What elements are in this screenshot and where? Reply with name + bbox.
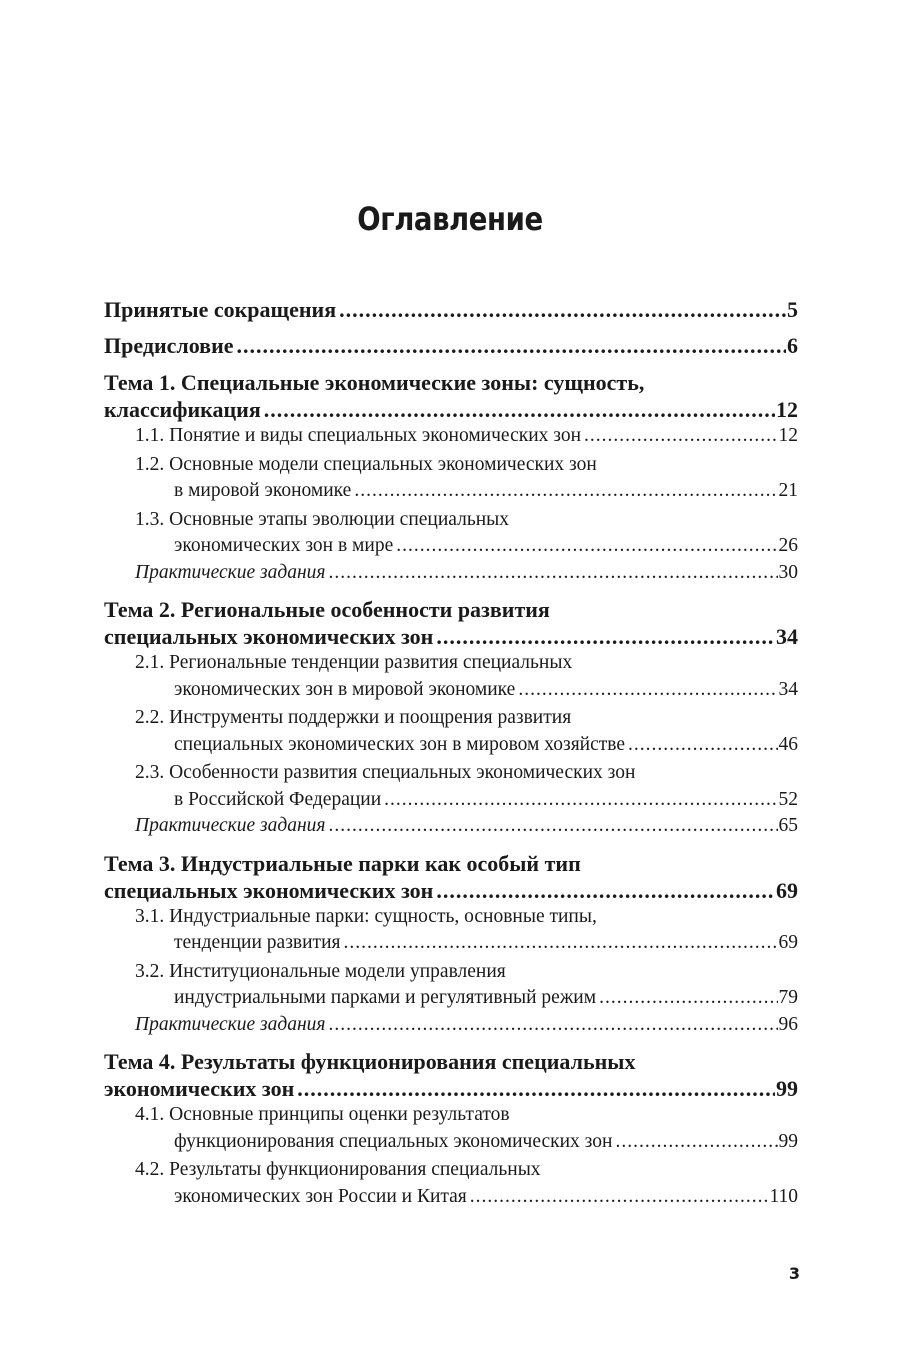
toc-section-1-2[interactable] <box>104 452 798 505</box>
toc-practice-1[interactable] <box>104 560 798 587</box>
toc-entry-abbreviations[interactable] <box>104 296 798 323</box>
dot-leader <box>396 533 777 560</box>
toc-topic-4[interactable] <box>104 1048 798 1102</box>
toc-section-2-3[interactable] <box>104 760 798 813</box>
table-of-contents <box>104 296 798 1210</box>
toc-topic-title-line2: специальных экономических зон <box>104 624 434 649</box>
toc-page-number: 96 <box>778 1013 798 1035</box>
dot-leader <box>329 560 778 587</box>
toc-practice-label: Практические задания <box>135 561 326 583</box>
toc-section-title-line2: экономических зон России и Китая <box>174 1185 467 1207</box>
toc-practice-3[interactable] <box>104 1012 798 1039</box>
toc-section-title-line1: 1.2. Основные модели специальных экономических зон <box>135 453 597 475</box>
dot-leader <box>339 296 786 323</box>
dot-leader <box>599 985 777 1012</box>
toc-section-title-line2: тенденции развития <box>174 932 341 953</box>
toc-entry-label: Предисловие <box>104 333 234 358</box>
toc-topic-title-line2: экономических зон <box>104 1076 295 1101</box>
dot-leader <box>329 1012 778 1039</box>
toc-section-title-line1: 4.2. Результаты функционирования специальных <box>135 1159 541 1180</box>
toc-section-title-line2: индустриальными парками и регулятивный режим <box>174 987 597 1008</box>
toc-page-number: 34 <box>776 624 798 649</box>
toc-section-2-2[interactable] <box>104 705 798 758</box>
toc-section-title-line1: 3.1. Индустриальные парки: сущность, основные типы, <box>135 905 597 927</box>
toc-section-title-line2: экономических зон в мире <box>174 535 394 556</box>
toc-page-number: 69 <box>776 877 798 903</box>
toc-page-number: 30 <box>778 561 798 583</box>
dot-leader <box>343 930 777 957</box>
dot-leader <box>297 1075 775 1102</box>
dot-leader <box>329 813 778 840</box>
toc-page-number: 34 <box>778 678 798 700</box>
toc-page-number: 99 <box>778 1130 798 1152</box>
toc-page-number: 6 <box>787 333 798 358</box>
toc-section-4-2[interactable] <box>104 1157 798 1210</box>
dot-leader <box>384 787 777 814</box>
toc-practice-label: Практические задания <box>135 815 326 836</box>
toc-section-title-line1: 2.1. Региональные тенденции развития специальных <box>135 652 573 673</box>
dot-leader <box>470 1184 769 1211</box>
toc-page-number: 26 <box>778 535 798 556</box>
toc-section-1-3[interactable] <box>104 507 798 560</box>
toc-page-number: 110 <box>769 1185 798 1207</box>
toc-page-number: 12 <box>778 425 798 446</box>
dot-leader <box>264 396 775 423</box>
toc-section-3-2[interactable] <box>104 959 798 1012</box>
toc-entry-label: Принятые сокращения <box>104 297 337 322</box>
dot-leader <box>237 332 786 359</box>
toc-topic-2[interactable] <box>104 596 798 650</box>
toc-section-title-line1: 3.2. Институциональные модели управления <box>135 960 506 982</box>
toc-topic-title-line1: Тема 2. Региональные особенности развития <box>104 597 550 622</box>
dot-leader <box>584 423 777 450</box>
toc-practice-label: Практические задания <box>135 1013 326 1035</box>
toc-page-number: 99 <box>776 1076 798 1101</box>
dot-leader <box>354 478 777 505</box>
page-title: Оглавление <box>357 200 543 238</box>
toc-section-2-1[interactable] <box>104 650 798 703</box>
toc-section-title-line2: функционирования специальных экономических зон <box>174 1130 613 1152</box>
toc-section-title-line2: специальных экономических зон в мировом хозяйстве <box>174 733 626 755</box>
toc-topic-3[interactable] <box>104 850 798 904</box>
toc-section-title-line2: в Российской Федерации <box>174 788 382 810</box>
toc-page-number: 12 <box>776 397 798 422</box>
toc-topic-1[interactable] <box>104 369 798 423</box>
toc-page-number: 65 <box>778 815 798 836</box>
dot-leader <box>436 877 775 904</box>
toc-page-number: 21 <box>778 480 798 501</box>
toc-section-title-line1: 2.3. Особенности развития специальных экономических зон <box>135 762 636 783</box>
toc-section-1-1[interactable] <box>104 423 798 450</box>
toc-section-4-1[interactable] <box>104 1102 798 1155</box>
toc-topic-title-line2: классификация <box>104 397 261 422</box>
toc-topic-title-line1: Тема 3. Индустриальные парки как особый тип <box>104 850 581 876</box>
dot-leader <box>615 1129 777 1156</box>
toc-section-title-line2: экономических зон в мировой экономике <box>174 678 516 700</box>
toc-section-title-line2: в мировой экономике <box>174 480 352 501</box>
dot-leader <box>628 732 777 759</box>
toc-topic-title-line1: Тема 1. Специальные экономические зоны: сущность, <box>104 370 645 395</box>
toc-page-number: 5 <box>787 297 798 322</box>
toc-page-number: 52 <box>778 788 798 810</box>
dot-leader <box>518 677 777 704</box>
toc-section-title-line1: 2.2. Инструменты поддержки и поощрения развития <box>135 707 572 728</box>
toc-page-number: 69 <box>778 932 798 953</box>
dot-leader <box>436 623 775 650</box>
toc-section-title-line1: 4.1. Основные принципы оценки результатов <box>135 1104 510 1125</box>
toc-page-number: 79 <box>778 987 798 1008</box>
toc-topic-title-line1: Тема 4. Результаты функционирования специальных <box>104 1049 636 1074</box>
toc-page-number: 46 <box>778 733 798 755</box>
toc-section-3-1[interactable] <box>104 904 798 957</box>
toc-section-title: 1.1. Понятие и виды специальных экономических зон <box>135 425 582 446</box>
toc-section-title-line1: 1.3. Основные этапы эволюции специальных <box>135 508 510 530</box>
toc-topic-title-line2: специальных экономических зон <box>104 877 434 903</box>
toc-practice-2[interactable] <box>104 813 798 840</box>
toc-entry-preface[interactable] <box>104 332 798 359</box>
page-number: 3 <box>788 1264 800 1283</box>
